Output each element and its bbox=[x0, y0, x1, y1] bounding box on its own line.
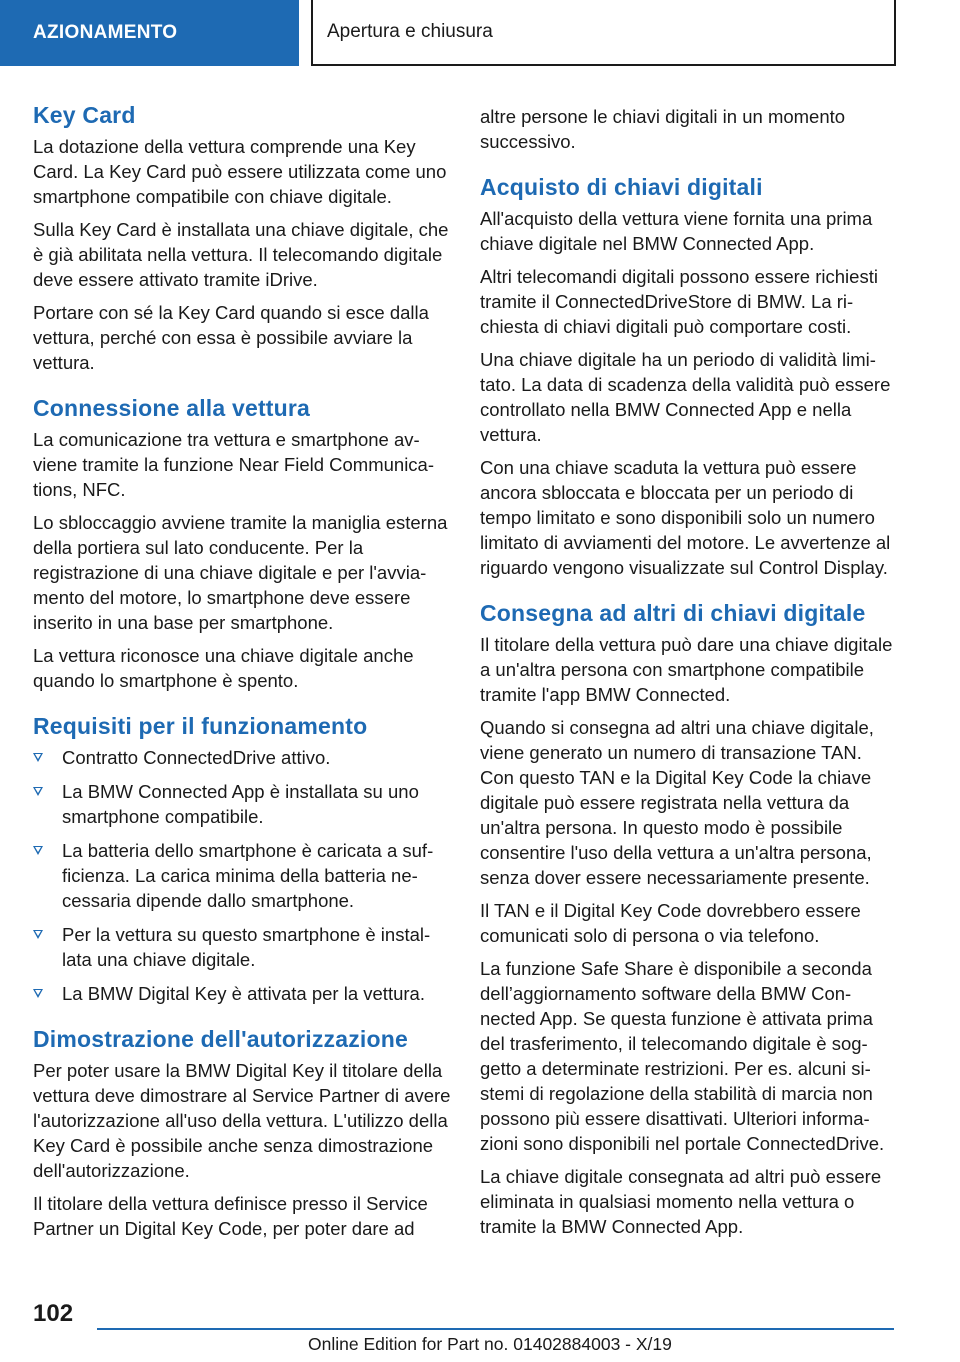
page-header bbox=[0, 0, 960, 66]
paragraph: Portare con sé la Key Card quando si esce dalla vettura, perché con essa è possibile avviare la vettura. bbox=[33, 302, 429, 373]
section-tab[interactable]: AZIONAMENTO bbox=[0, 0, 299, 66]
left-column bbox=[33, 100, 451, 1259]
list-item: La batteria dello smartphone è caricata a sufficienza. La carica minima della batteria necessaria dipende dallo smartphone. bbox=[33, 838, 451, 913]
triangle-bullet-icon bbox=[33, 753, 43, 762]
heading-acquisto: Acquisto di chiavi digitali bbox=[480, 174, 763, 200]
heading-dimostrazione: Dimostrazione dell'autorizzazione bbox=[33, 1026, 409, 1052]
paragraph: Con una chiave scaduta la vettura può essere ancora sbloccata e bloccata per un periodo di tempo limitato e sono disponibili solo un numero limitato di avviamenti del motore. Le avvertenze al riguardo vengono visualizzate sul Control Display. bbox=[480, 457, 891, 578]
footer-divider bbox=[97, 1328, 894, 1330]
requirements-list bbox=[33, 745, 451, 1006]
chapter-title: Apertura e chiusura bbox=[311, 0, 896, 66]
section-consegna bbox=[480, 598, 898, 1239]
page-number: 102 bbox=[33, 1300, 74, 1327]
right-column bbox=[480, 104, 898, 1257]
paragraph: Altri telecomandi digitali possono essere richiesti tramite il ConnectedDriveStore di BMW. La richiesta di chiavi digitali può comportare costi. bbox=[480, 266, 878, 337]
paragraph: Il titolare della vettura definisce presso il Service Partner un Digital Key Code, per poter dare ad bbox=[33, 1193, 428, 1239]
paragraph: La comunicazione tra vettura e smartphone avviene tramite la funzione Near Field Communications, NFC. bbox=[33, 429, 435, 500]
paragraph: Una chiave digitale ha un periodo di validità limitato. La data di scadenza della validità può essere controllato nella BMW Connected App e nella vettura. bbox=[480, 349, 891, 445]
triangle-bullet-icon bbox=[33, 846, 43, 855]
triangle-bullet-icon bbox=[33, 787, 43, 796]
list-item: La BMW Connected App è installata su uno smartphone compatibile. bbox=[33, 779, 451, 829]
list-item: Per la vettura su questo smartphone è installata una chiave digitale. bbox=[33, 922, 451, 972]
paragraph: altre persone le chiavi digitali in un momento successivo. bbox=[480, 106, 846, 152]
footer-edition: Online Edition for Part no. 01402884003 - X/19 bbox=[308, 1334, 672, 1354]
list-item: Contratto ConnectedDrive attivo. bbox=[33, 745, 451, 770]
section-acquisto bbox=[480, 172, 898, 580]
triangle-bullet-icon bbox=[33, 989, 43, 998]
paragraph: La vettura riconosce una chiave digitale anche quando lo smartphone è spento. bbox=[33, 645, 414, 691]
paragraph: Per poter usare la BMW Digital Key il titolare della vettura deve dimostrare al Service Partner di avere l'autorizzazione all'uso della vettura. L'utilizzo della Key Card è possibile anche senza dimostrazione dell'autorizzazione. bbox=[33, 1060, 451, 1181]
paragraph: Lo sbloccaggio avviene tramite la maniglia esterna della portiera sul lato conducente. Per la registrazione di una chiave digitale e per l'avviamento del motore, lo smartphone deve essere inserito in una base per smartphone. bbox=[33, 512, 448, 633]
section-continuation bbox=[480, 104, 898, 154]
heading-requisiti: Requisiti per il funzionamento bbox=[33, 713, 368, 739]
list-item: La BMW Digital Key è attivata per la vettura. bbox=[33, 981, 451, 1006]
heading-key-card: Key Card bbox=[33, 102, 136, 128]
section-requisiti bbox=[33, 711, 451, 1006]
section-connessione bbox=[33, 393, 451, 693]
paragraph: Sulla Key Card è installata una chiave digitale, che è già abilitata nella vettura. Il telecomando digitale deve essere attivato tramite iDrive. bbox=[33, 219, 449, 290]
triangle-bullet-icon bbox=[33, 930, 43, 939]
heading-consegna: Consegna ad altri di chiavi digitale bbox=[480, 600, 866, 626]
paragraph: La chiave digitale consegnata ad altri può essere eliminata in qualsiasi momento nella vettura o tramite la BMW Connected App. bbox=[480, 1166, 882, 1237]
paragraph: Il TAN e il Digital Key Code dovrebbero essere comunicati solo di persona o via telefono. bbox=[480, 900, 861, 946]
paragraph: La dotazione della vettura comprende una Key Card. La Key Card può essere utilizzata come uno smartphone compatibile con chiave digitale. bbox=[33, 136, 447, 207]
paragraph: All'acquisto della vettura viene fornita una prima chiave digitale nel BMW Connected App. bbox=[480, 208, 873, 254]
section-dimostrazione bbox=[33, 1024, 451, 1241]
section-key-card bbox=[33, 100, 451, 375]
paragraph: La funzione Safe Share è disponibile a seconda dell’aggiornamento software della BMW Connected App. Se questa funzione è attivata prima del trasferimento, il telecomando digitale è soggetto a determinate restrizioni. Per es. alcuni sistemi di regolazione della stabilità di marcia non possono più essere disattivati. Ulteriori informazioni sono disponibili nel portale ConnectedDrive. bbox=[480, 958, 885, 1154]
heading-connessione: Connessione alla vettura bbox=[33, 395, 311, 421]
paragraph: Quando si consegna ad altri una chiave digitale, viene generato un numero di transazione TAN. Con questo TAN e la Digital Key Code la chiave digitale può essere registrata nella vettura da un'altra persona. In questo modo è possibile consentire l'uso della vettura a un'altra persona, senza dover essere necessariamente presente. bbox=[480, 717, 874, 888]
paragraph: Il titolare della vettura può dare una chiave digitale a un'altra persona con smartphone compatibile tramite l'app BMW Connected. bbox=[480, 634, 893, 705]
